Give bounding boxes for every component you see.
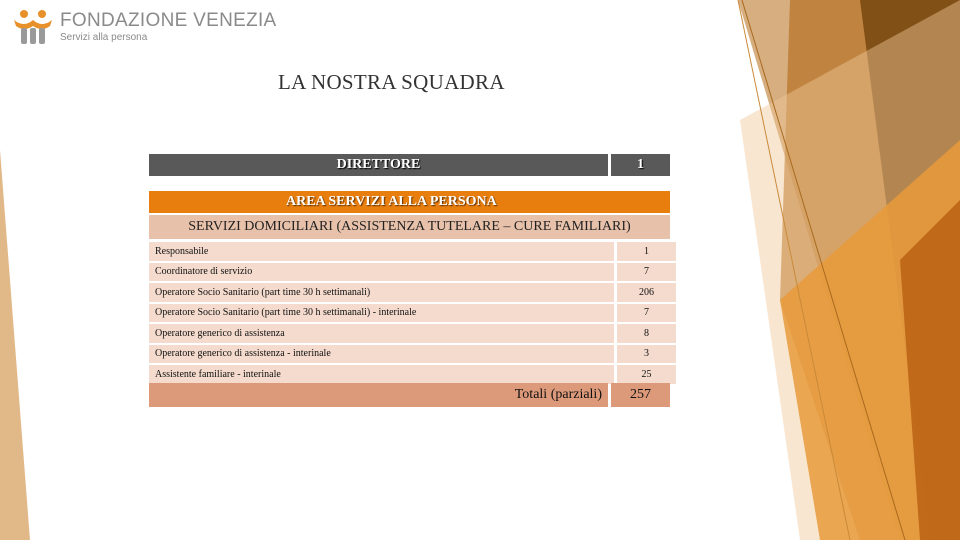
- section-header: SERVIZI DOMICILIARI (ASSISTENZA TUTELARE – CURE FAMILIARI): [149, 215, 670, 239]
- row-count: 7: [616, 303, 677, 324]
- total-label: Totali (parziali): [149, 383, 608, 407]
- page-title: LA NOSTRA SQUADRA: [278, 70, 505, 94]
- row-count: 206: [616, 282, 677, 303]
- row-label: Responsabile: [149, 241, 616, 262]
- logo: [12, 8, 277, 46]
- decorative-left-strip: [0, 0, 40, 540]
- row-label: Operatore generico di assistenza: [149, 323, 616, 344]
- director-count: 1: [611, 154, 670, 176]
- row-label: Coordinatore di servizio: [149, 262, 616, 283]
- table-row: [149, 323, 676, 344]
- total-count: 257: [611, 383, 670, 407]
- total-row: [149, 383, 670, 407]
- staff-table: [149, 240, 676, 384]
- row-count: 8: [616, 323, 677, 344]
- table-row: [149, 241, 676, 262]
- table-row: [149, 344, 676, 365]
- row-count: 7: [616, 262, 677, 283]
- row-count: 1: [616, 241, 677, 262]
- people-figures-logo-icon: [12, 8, 54, 46]
- logo-subtitle: Servizi alla persona: [60, 32, 148, 43]
- row-count: 3: [616, 344, 677, 365]
- table-row: [149, 282, 676, 303]
- row-label: Assistente familiare - interinale: [149, 364, 616, 384]
- table-row: [149, 303, 676, 324]
- table-row: [149, 262, 676, 283]
- table-row: [149, 364, 676, 384]
- director-label: DIRETTORE: [149, 154, 608, 176]
- row-label: Operatore Socio Sanitario (part time 30 h settimanali) - interinale: [149, 303, 616, 324]
- row-label: Operatore Socio Sanitario (part time 30 h settimanali): [149, 282, 616, 303]
- area-header-label: AREA SERVIZI ALLA PERSONA: [286, 194, 497, 209]
- logo-name: FONDAZIONE VENEZIA: [60, 10, 277, 31]
- director-row: [149, 154, 670, 176]
- area-header: [149, 191, 670, 213]
- row-label: Operatore generico di assistenza - interinale: [149, 344, 616, 365]
- row-count: 25: [616, 364, 677, 384]
